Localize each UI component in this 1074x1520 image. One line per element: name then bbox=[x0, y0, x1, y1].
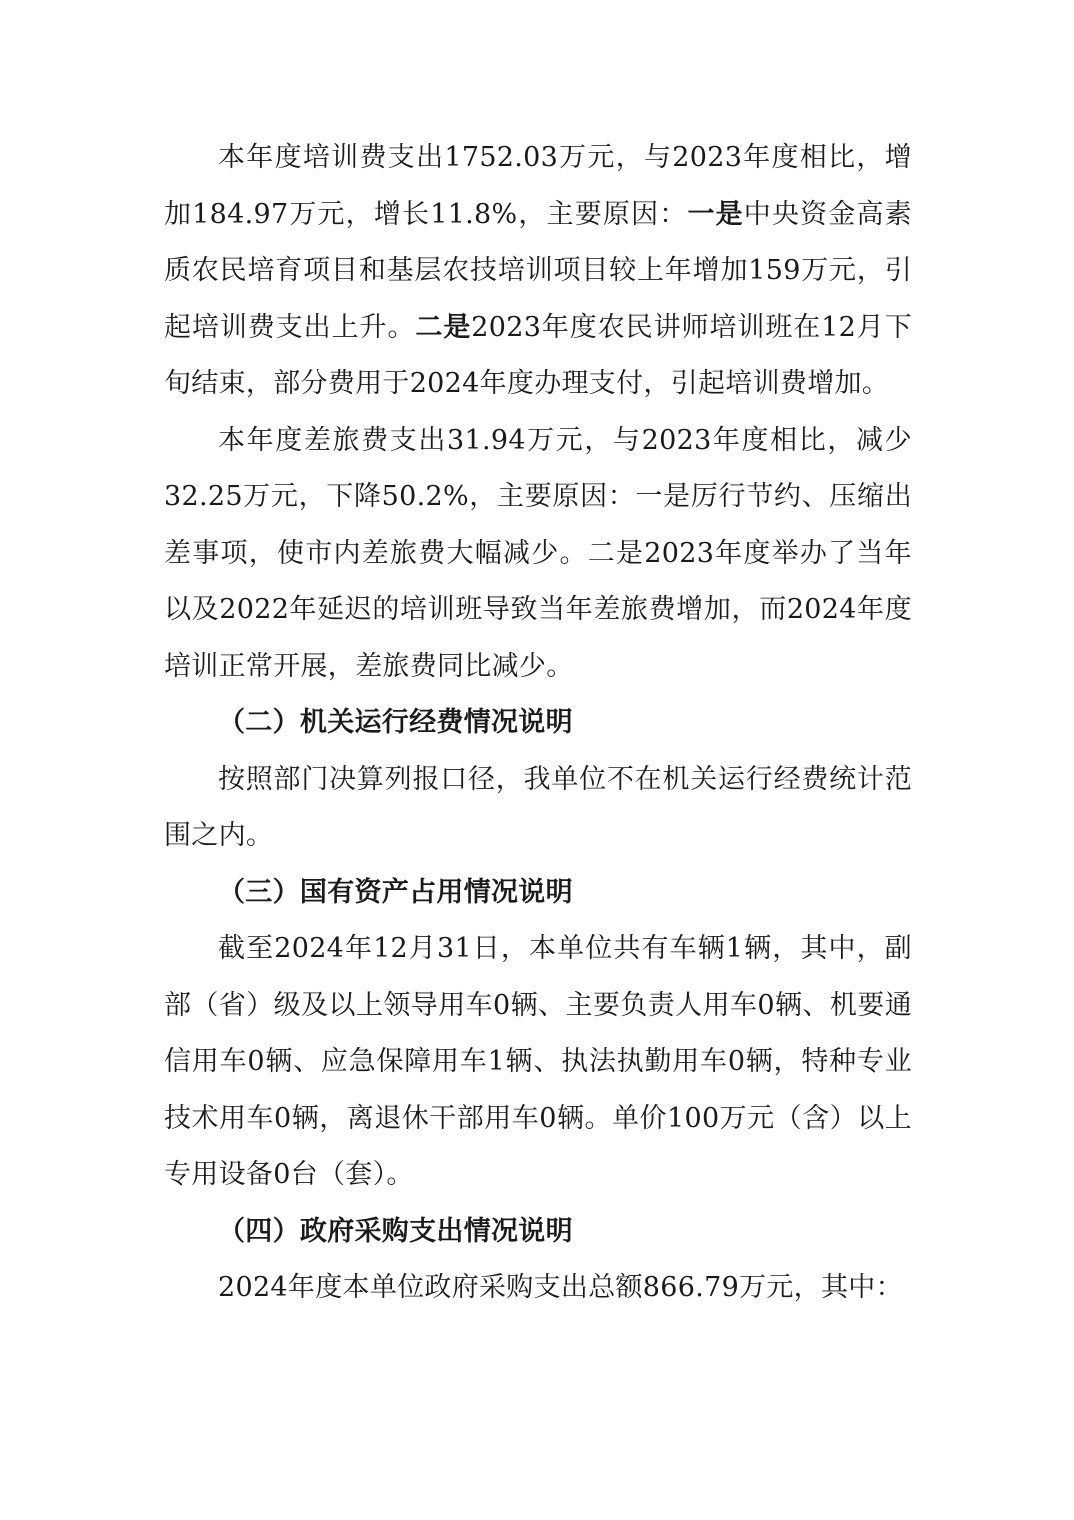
document-page bbox=[164, 130, 912, 1317]
training-text-part-2: 中央资金高素质农民培育项目和基层农技培训项目较上年增加159万元，引起培训费支出上升。 bbox=[164, 198, 912, 343]
section-heading-operating-costs: （二）机关运行经费情况说明 bbox=[218, 707, 573, 738]
training-marker-second: 二是 bbox=[415, 311, 472, 343]
travel-expense-paragraph: 本年度差旅费支出31.94万元，与2023年度相比，减少32.25万元，下降50.2%，主要原因：一是厉行节约、压缩出差事项，使市内差旅费大幅减少。二是2023年度举办了当年以及2022年延迟的培训班导致当年差旅费增加，而2024年度培训正常开展，差旅费同比减少。 bbox=[164, 424, 912, 682]
operating-costs-paragraph: 按照部门决算列报口径，我单位不在机关运行经费统计范围之内。 bbox=[164, 763, 912, 851]
state-assets-paragraph: 截至2024年12月31日，本单位共有车辆1辆，其中，副部（省）级及以上领导用车0辆、主要负责人用车0辆、机要通信用车0辆、应急保障用车1辆、执法执勤用车0辆，特种专业技术用车0辆，离退休干部用车0辆。单价100万元（含）以上专用设备0台（套）。 bbox=[164, 933, 912, 1190]
section-heading-state-assets: （三）国有资产占用情况说明 bbox=[218, 876, 573, 908]
training-marker-first: 一是 bbox=[687, 198, 744, 230]
section-heading-procurement: （四）政府采购支出情况说明 bbox=[218, 1215, 573, 1247]
training-expense-paragraph bbox=[164, 130, 912, 413]
training-text-part-1: 本年度培训费支出1752.03万元，与2023年度相比，增加184.97万元，增长11.8%，主要原因： bbox=[164, 142, 912, 230]
procurement-paragraph: 2024年度本单位政府采购支出总额866.79万元，其中： bbox=[218, 1272, 903, 1303]
training-text-part-3: 2023年度农民讲师培训班在12月下旬结束，部分费用于2024年度办理支付，引起培训费增加。 bbox=[164, 311, 913, 399]
